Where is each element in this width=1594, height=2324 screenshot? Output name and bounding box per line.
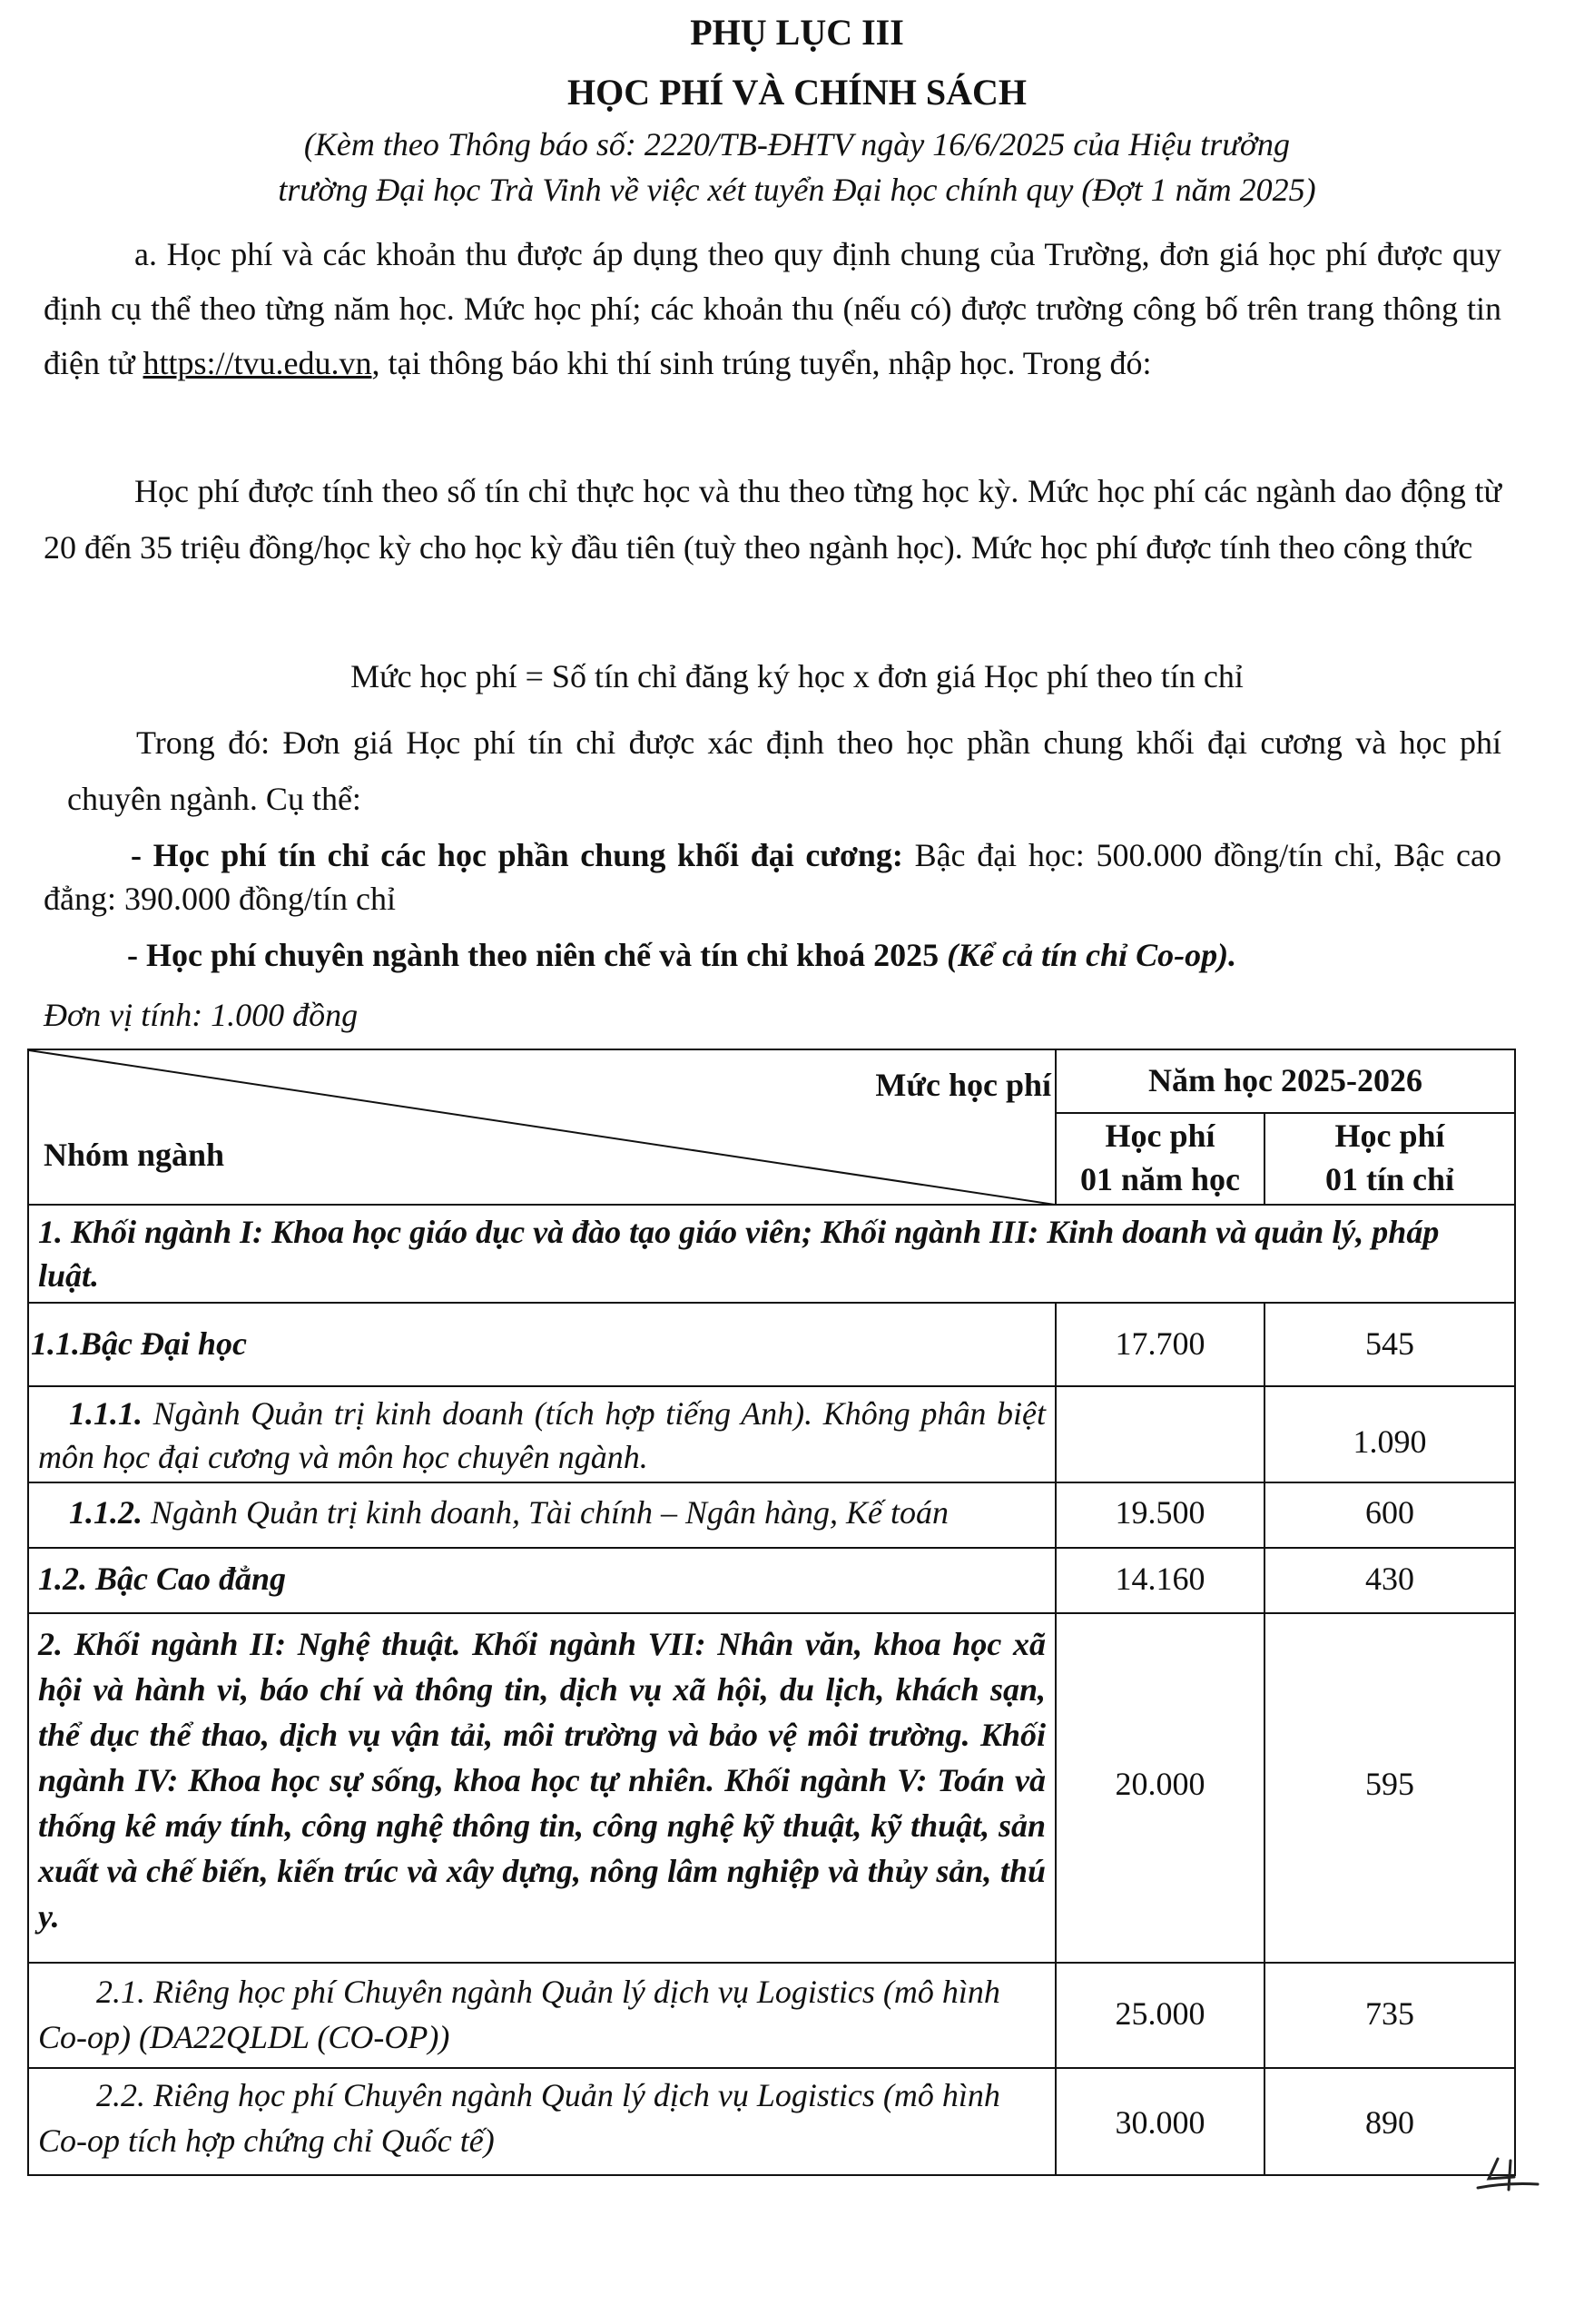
row-business-finance-label xyxy=(69,1490,1049,1535)
major-fee-heading xyxy=(127,928,1236,982)
row-logistics-coop-label: 2.1. Riêng học phí Chuyên ngành Quản lý dịch vụ Logistics (mô hình Co-op) (DA22QLDL (CO-OP)) xyxy=(38,1974,1000,2055)
group-2-credit-fee: 595 xyxy=(1365,1766,1414,1802)
unit-price-paragraph: Trong đó: Đơn giá Học phí tín chỉ được xác định theo học phần chung khối đại cương và học phí chuyên ngành. Cụ thể: xyxy=(67,724,1501,817)
subtitle-line-1: (Kèm theo Thông báo số: 2220/TB-ĐHTV ngày 16/6/2025 của Hiệu trưởng xyxy=(303,126,1291,162)
major-fee-label: - Học phí chuyên ngành theo niên chế và tín chỉ khoá 2025 xyxy=(127,937,948,973)
row-business-english-code: 1.1.1. xyxy=(69,1395,143,1432)
handwritten-initial-signature xyxy=(1471,2142,1543,2206)
row-business-finance-text: Ngành Quản trị kinh doanh, Tài chính – Ngân hàng, Kế toán xyxy=(143,1494,950,1531)
header-col-credit-line2: 01 tín chỉ xyxy=(1324,1161,1454,1197)
row-logistics-intl-credit-fee: 890 xyxy=(1365,2104,1414,2141)
header-col-year-line2: 01 năm học xyxy=(1079,1161,1240,1197)
major-fee-note: (Kể cả tín chỉ Co-op). xyxy=(947,937,1237,973)
header-fee-label: Mức học phí xyxy=(875,1067,1051,1103)
general-credit-fee-label: - Học phí tín chỉ các học phần chung khối đại cương: xyxy=(131,837,903,873)
website-link[interactable]: https://tvu.edu.vn xyxy=(143,345,372,381)
row-logistics-coop-year-fee: 25.000 xyxy=(1115,1995,1205,2032)
group-2-year-fee: 20.000 xyxy=(1115,1766,1205,1802)
tuition-table xyxy=(27,1049,1516,2176)
paragraph-a-text-2: , tại thông báo khi thí sinh trúng tuyển, nhập học. Trong đó: xyxy=(371,345,1152,381)
row-business-finance-credit-fee: 600 xyxy=(1365,1494,1414,1531)
unit-note: Đơn vị tính: 1.000 đồng xyxy=(44,997,359,1033)
row-undergraduate-year-fee: 17.700 xyxy=(1115,1325,1205,1362)
row-college-label: 1.2. Bậc Cao đẳng xyxy=(38,1561,287,1597)
appendix-title: PHỤ LỤC III xyxy=(690,12,904,53)
row-business-english-credit-fee: 1.090 xyxy=(1353,1423,1427,1460)
header-school-year: Năm học 2025-2026 xyxy=(1148,1062,1422,1098)
tuition-paragraph: Học phí được tính theo số tín chỉ thực học và thu theo từng học kỳ. Mức học phí các ngành dao động từ 20 đến 35 triệu đồng/học kỳ cho học kỳ đầu tiên (tuỳ theo ngành học). Mức học phí được tính theo công thức xyxy=(44,473,1501,566)
row-business-english-text: Ngành Quản trị kinh doanh (tích hợp tiếng Anh). Không phân biệt môn học đại cương và môn học chuyên ngành. xyxy=(38,1395,1046,1475)
section-title: HỌC PHÍ VÀ CHÍNH SÁCH xyxy=(567,72,1027,113)
group-2-heading: 2. Khối ngành II: Nghệ thuật. Khối ngành VII: Nhân văn, khoa học xã hội và hành vi, báo chí và thông tin, dịch vụ xã hội, du lịch, khách sạn, thể dục thể thao, dịch vụ vận tải, môi trường và bảo vệ môi trường. Khối ngành IV: Khoa học sự sống, khoa học tự nhiên. Khối ngành V: Toán và thống kê máy tính, công nghệ thông tin, công nghệ kỹ thuật, kỹ thuật, sản xuất và chế biến, kiến trúc và xây dựng, nông lâm nghiệp và thủy sản, thú y. xyxy=(38,1626,1046,1935)
row-college-credit-fee: 430 xyxy=(1365,1561,1414,1597)
subtitle-line-2: trường Đại học Trà Vinh về việc xét tuyển Đại học chính quy (Đợt 1 năm 2025) xyxy=(278,172,1316,208)
row-logistics-coop-credit-fee: 735 xyxy=(1365,1995,1414,2032)
header-col-credit xyxy=(1265,1114,1514,1201)
row-business-english-label xyxy=(38,1392,1046,1479)
tuition-formula: Mức học phí = Số tín chỉ đăng ký học x đơn giá Học phí theo tín chỉ xyxy=(350,658,1244,694)
general-credit-fee xyxy=(44,833,1501,921)
header-group-label: Nhóm ngành xyxy=(44,1137,225,1173)
header-col-year-line1: Học phí xyxy=(1105,1118,1215,1154)
row-logistics-intl-year-fee: 30.000 xyxy=(1115,2104,1205,2141)
general-credit-fee-text: Bậc đại học: 500.000 đồng/tín chỉ, Bậc cao đẳng: 390.000 đồng/tín chỉ xyxy=(44,837,1501,917)
group-1-heading: 1. Khối ngành I: Khoa học giáo dục và đào tạo giáo viên; Khối ngành III: Kinh doanh và quản lý, pháp luật. xyxy=(38,1214,1440,1294)
row-college-year-fee: 14.160 xyxy=(1115,1561,1205,1597)
row-business-finance-year-fee: 19.500 xyxy=(1115,1494,1205,1531)
header-col-credit-line1: Học phí xyxy=(1334,1118,1445,1154)
header-col-year xyxy=(1057,1114,1264,1201)
paragraph-a xyxy=(44,227,1501,390)
row-undergraduate-label: 1.1.Bậc Đại học xyxy=(31,1325,247,1362)
row-business-finance-code: 1.1.2. xyxy=(69,1494,143,1531)
paragraph-a-text-1: a. Học phí và các khoản thu được áp dụng theo quy định chung của Trường, đơn giá học phí được quy định cụ thể theo từng năm học. Mức học phí; các khoản thu (nếu có) được trường công bố trên trang thông tin điện tử xyxy=(44,236,1501,381)
row-logistics-intl-label: 2.2. Riêng học phí Chuyên ngành Quản lý dịch vụ Logistics (mô hình Co-op tích hợp chứng chỉ Quốc tế) xyxy=(38,2077,1000,2159)
row-undergraduate-credit-fee: 545 xyxy=(1365,1325,1414,1362)
